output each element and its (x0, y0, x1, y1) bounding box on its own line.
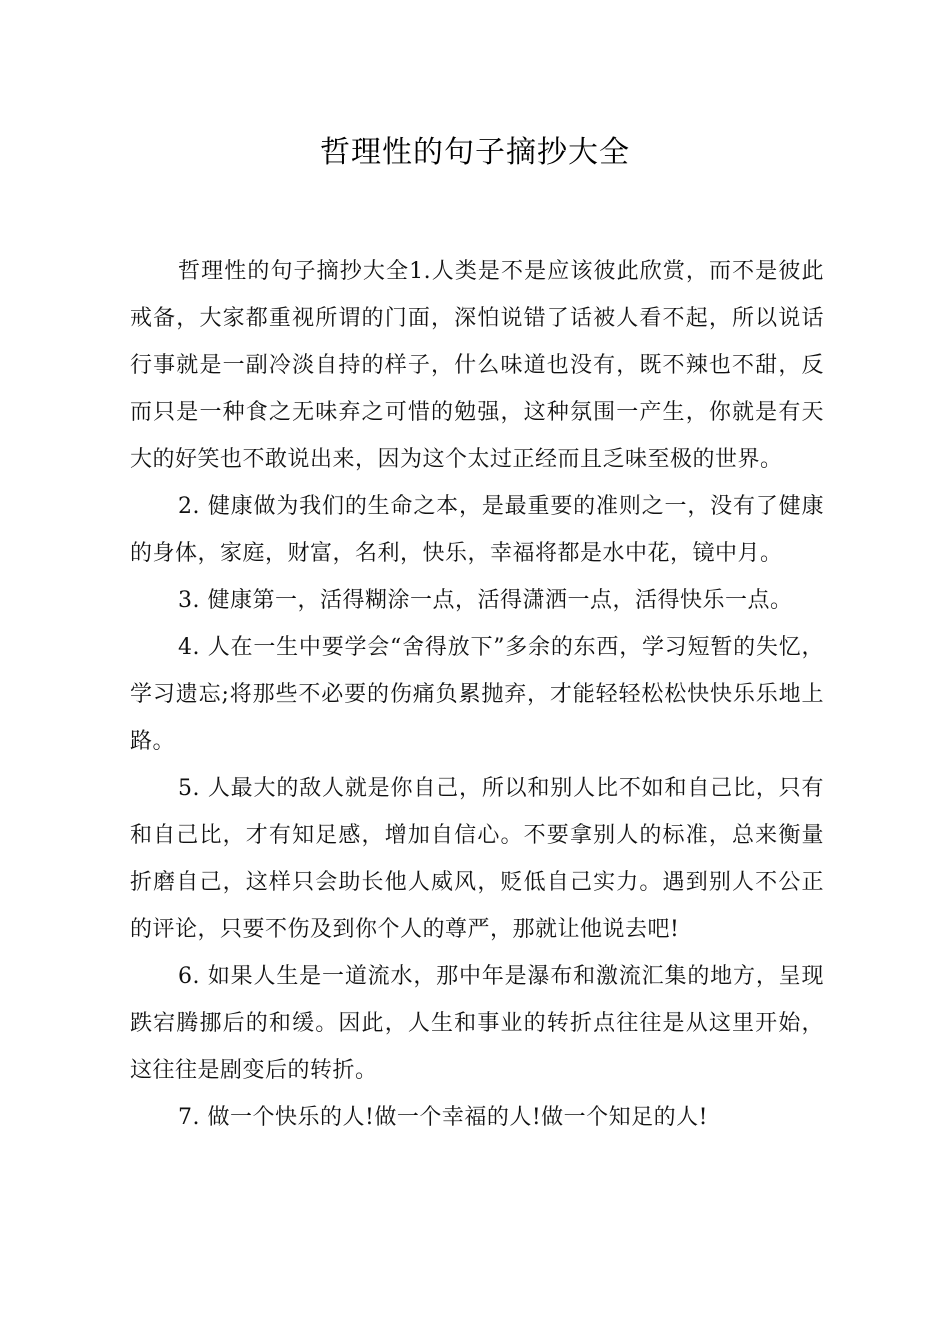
document-title: 哲理性的句子摘抄大全 (320, 135, 630, 170)
paragraph-1: 哲理性的句子摘抄大全1.人类是不是应该彼此欣赏，而不是彼此戒备，大家都重视所谓的门面，深怕说错了话被人看不起，所以说话行事就是一副冷淡自持的样子，什么味道也没有，既不辣也不甜，反而只是一种食之无味弃之可惜的勉强，这种氛围一产生，你就是有天大的好笑也不敢说出来，因为这个太过正经而且乏味至极的世界。 (130, 259, 824, 472)
paragraph-3: 3. 健康第一，活得糊涂一点，活得潇洒一点，活得快乐一点。 (178, 588, 793, 613)
paragraph-2: 2. 健康做为我们的生命之本，是最重要的准则之一，没有了健康的身体，家庭，财富，名利，快乐，幸福将都是水中花，镜中月。 (130, 494, 824, 566)
paragraph-6: 6. 如果人生是一道流水，那中年是瀑布和激流汇集的地方，呈现跌宕腾挪后的和缓。因此，人生和事业的转折点往往是从这里开始，这往往是剧变后的转折。 (130, 964, 824, 1083)
document-body (130, 248, 824, 1141)
paragraph-4: 4. 人在一生中要学会“舍得放下”多余的东西，学习短暂的失忆，学习遗忘;将那些不必要的伤痛负累抛弃，才能轻轻松松快快乐乐地上路。 (130, 635, 824, 754)
paragraph-7: 7. 做一个快乐的人!做一个幸福的人!做一个知足的人! (178, 1105, 709, 1130)
paragraph-5: 5. 人最大的敌人就是你自己，所以和别人比不如和自己比，只有和自己比，才有知足感，增加自信心。不要拿别人的标准，总来衡量折磨自己，这样只会助长他人威风，贬低自己实力。遇到别人不公正的评论，只要不伤及到你个人的尊严，那就让他说去吧! (130, 776, 824, 942)
